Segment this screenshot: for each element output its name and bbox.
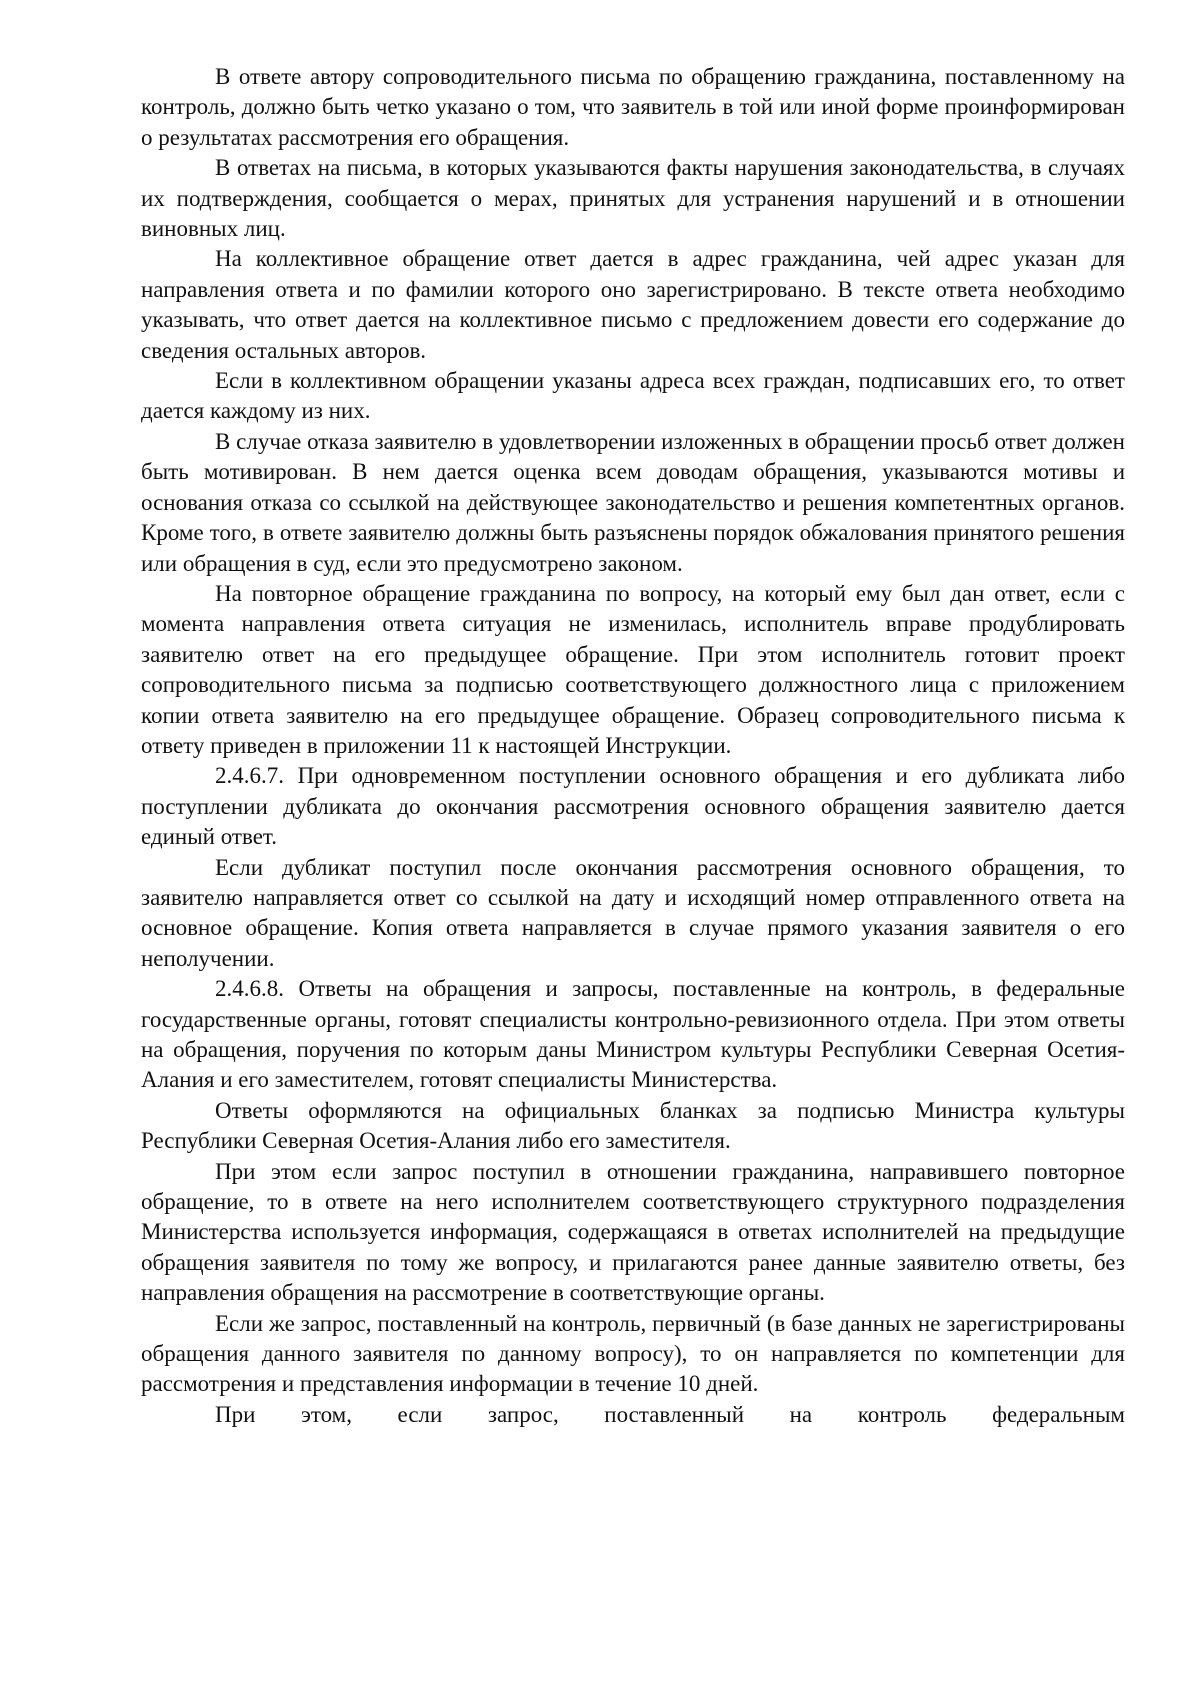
paragraph: Если же запрос, поставленный на контроль, первичный (в базе данных не зарегистрированы обращения данного заявителя по данному вопросу), то он направляется по компетенции для рассмотрения и представления информации в течение 10 дней. [141,1310,1125,1397]
paragraph: 2.4.6.8. Ответы на обращения и запросы, поставленные на контроль, в федеральные государственные органы, готовят специалисты контрольно-ревизионного отдела. При этом ответы на обращения, поручения по которым даны Министром культуры Республики Северная Осетия-Алания и его заместителем, готовят специалисты Министерства. [141,976,1125,1093]
paragraph: Если дубликат поступил после окончания рассмотрения основного обращения, то заявителю направляется ответ со ссылкой на дату и исходящий номер отправленного ответа на основное обращение. Копия ответа направляется в случае прямого указания заявителя о его неполучении. [141,854,1125,971]
paragraph: Ответы оформляются на официальных бланках за подписью Министра культуры Республики Северная Осетия-Алания либо его заместителя. [141,1097,1125,1154]
paragraph: Если в коллективном обращении указаны адреса всех граждан, подписавших его, то ответ дается каждому из них. [141,368,1125,424]
paragraph: 2.4.6.7. При одновременном поступлении основного обращения и его дубликата либо поступлении дубликата до окончания рассмотрения основного обращения заявителю дается единый ответ. [141,763,1125,850]
document-body [141,62,1125,1430]
paragraph: В ответах на письма, в которых указываются факты нарушения законодательства, в случаях их подтверждения, сообщается о мерах, принятых для устранения нарушений и в отношении виновных лиц. [141,155,1125,242]
paragraph-continued: При этом, если запрос, поставленный на контроль федеральным [215,1401,1125,1427]
paragraph: В случае отказа заявителю в удовлетворении изложенных в обращении просьб ответ должен быть мотивирован. В нем дается оценка всем доводам обращения, указываются мотивы и основания отказа со ссылкой на действующее законодательство и решения компетентных органов. Кроме того, в ответе заявителю должны быть разъяснены порядок обжалования принятого решения или обращения в суд, если это предусмотрено законом. [141,428,1125,576]
paragraph: При этом если запрос поступил в отношении гражданина, направившего повторное обращение, то в ответе на него исполнителем соответствующего структурного подразделения Министерства используется информация, содержащаяся в ответах исполнителей на предыдущие обращения заявителя по тому же вопросу, и прилагаются ранее данные заявителю ответы, без направления обращения на рассмотрение в соответствующие органы. [141,1158,1125,1306]
paragraph: В ответе автору сопроводительного письма по обращению гражданина, поставленному на контроль, должно быть четко указано о том, что заявитель в той или иной форме проинформирован о результатах рассмотрения его обращения. [141,64,1125,150]
paragraph: На коллективное обращение ответ дается в адрес гражданина, чей адрес указан для направления ответа и по фамилии которого оно зарегистрировано. В тексте ответа необходимо указывать, что ответ дается на коллективное письмо с предложением довести его содержание до сведения остальных авторов. [141,246,1125,363]
paragraph: На повторное обращение гражданина по вопросу, на который ему был дан ответ, если с момента направления ответа ситуация не изменилась, исполнитель вправе продублировать заявителю ответ на его предыдущее обращение. При этом исполнитель готовит проект сопроводительного письма за подписью соответствующего должностного лица с приложением копии ответа заявителю на его предыдущее обращение. Образец сопроводительного письма к ответу приведен в приложении 11 к настоящей Инструкции. [141,580,1125,758]
